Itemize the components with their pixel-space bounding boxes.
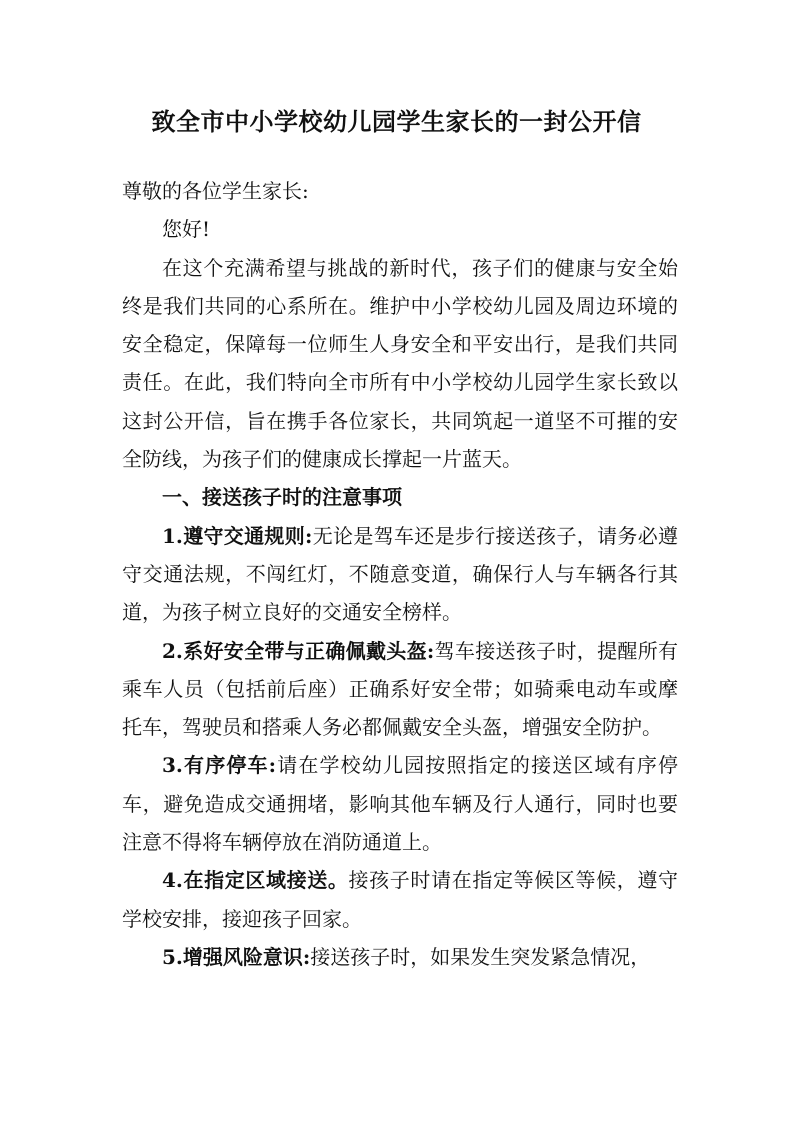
- list-item: [122, 517, 678, 632]
- item-text: 请在学校幼儿园按照指定的接送区域有序停车，避免造成交通拥堵，影响其他车辆及行人通行，同时也要注意不得将车辆停放在消防通道上。: [122, 753, 679, 855]
- item-text: 接孩子时请在指定等候区等候，遵守学校安排，接迎孩子回家。: [122, 868, 678, 931]
- letter-body: [122, 172, 678, 976]
- item-title: 2.系好安全带与正确佩戴头盔:: [162, 638, 435, 663]
- item-text: 驾车接送孩子时，提醒所有乘车人员（包括前后座）正确系好安全带；如骑乘电动车或摩托车，驾驶员和搭乘人务必都佩戴安全头盔，增强安全防护。: [122, 638, 679, 740]
- item-text: 无论是驾车还是步行接送孩子，请务必遵守交通法规，不闯红灯，不随意变道，确保行人与车辆各行其道，为孩子树立良好的交通安全榜样。: [122, 523, 679, 625]
- item-title: 5.增强风险意识:: [162, 944, 311, 969]
- list-item: [122, 861, 678, 938]
- item-title: 4.在指定区域接送。: [162, 868, 349, 893]
- list-item: [122, 632, 678, 747]
- list-item: [122, 938, 678, 976]
- salutation: 尊敬的各位学生家长:: [122, 179, 309, 203]
- item-title: 3.有序停车:: [162, 753, 277, 778]
- greeting: 您好!: [162, 217, 211, 242]
- page-title: 致全市中小学校幼儿园学生家长的一封公开信: [151, 107, 642, 136]
- list-item: [122, 746, 678, 861]
- item-text: 接送孩子时，如果发生突发紧急情况，: [310, 944, 651, 969]
- intro-paragraph: 在这个充满希望与挑战的新时代，孩子们的健康与安全始终是我们共同的心系所在。维护中小学校幼儿园及周边环境的安全稳定，保障每一位师生人身安全和平安出行，是我们共同责任。在此，我们特向全市所有中小学校幼儿园学生家长致以这封公开信，旨在携手各位家长，共同筑起一道坚不可摧的安全防线，为孩子们的健康成长撑起一片蓝天。: [122, 255, 678, 472]
- item-title: 1.遵守交通规则:: [162, 523, 313, 548]
- section-heading: 一、接送孩子时的注意事项: [162, 485, 402, 510]
